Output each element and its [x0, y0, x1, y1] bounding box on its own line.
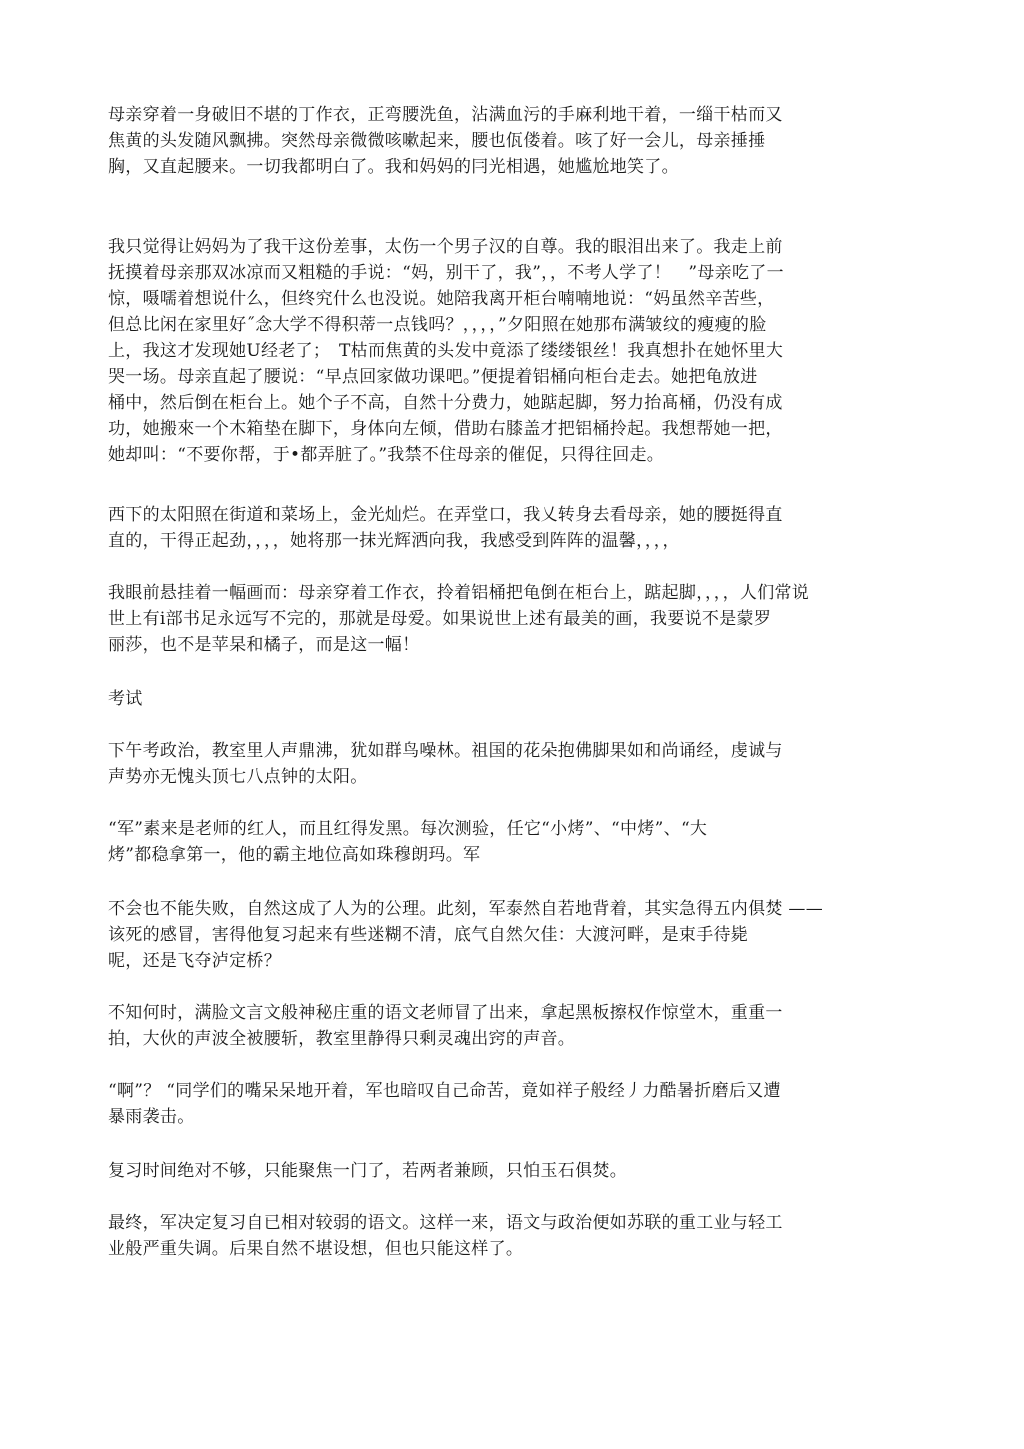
text-line: 她却叫：“不要你帮，于•都弄脏了。”我禁不住母亲的催促，只得往回走。 [108, 445, 665, 465]
paragraph-review-time [108, 1158, 908, 1184]
text-line: 呢，还是飞夺泸定桥？ [108, 951, 281, 971]
paragraph-politics-exam [108, 738, 908, 790]
paragraph-son-cries [108, 234, 908, 468]
text-line: 抚摸着母亲那双冰凉而又粗糙的手说：“妈，别干了，我”，，不考人学了！ ”母亲吃了一 [108, 263, 784, 283]
text-line: 丽莎，也不是苹杲和橘子，而是这一幅！ [108, 635, 420, 655]
text-line: 上，我这才发现她U经老了； T枯而焦黄的头发中竟添了缕缕银丝！我真想扑在她怀里大 [108, 341, 784, 361]
paragraph-cannot-fail [108, 896, 908, 974]
text-line: 下午考政治，教室里人声鼎沸，犹如群鸟噪林。祖国的花朵抱佛脚果如和尚诵经，虔诚与 [108, 741, 783, 761]
paragraph-jun-favorite [108, 816, 908, 868]
text-line: 该死的感冒，害得他复习起来有些迷糊不清，底气自然欠佳：大渡河畔，是束手待毙 [108, 925, 749, 945]
text-line: 但总比闲在家里好˝念大学不得积蒂一点钱吗？，，，，”夕阳照在她那布满皱纹的瘦瘦的脸 [108, 315, 767, 335]
text-line: 世上有i部书足永远写不完的，那就是母爱。如果说世上述有最美的画，我要说不是蒙罗 [108, 609, 772, 629]
text-line: 声势亦无愧头顶七八点钟的太阳。 [108, 767, 368, 787]
paragraph-teacher-arrives [108, 1000, 908, 1052]
text-line: 焦黄的头发随风飘拂。突然母亲微微咳嗽起来，腰也佤偻着。咳了好一会儿，母亲捶捶 [108, 131, 766, 151]
text-line: “军”素来是老师的红人，而且红得发黑。每次测验，任它“小烤”、“中烤”、“大 [108, 819, 708, 839]
text-line: 拍，大伙的声波全被腰斩，教室里静得只剩灵魂出窍的声音。 [108, 1029, 576, 1049]
text-line: 暴雨袭击。 [108, 1107, 195, 1127]
paragraph-mother-working [108, 102, 908, 180]
paragraph-students-shocked [108, 1078, 908, 1130]
paragraph-final-decision [108, 1210, 908, 1262]
text-line: 我眼前悬挂着一幅画而：母亲穿着工作衣，拎着铝桶把龟倒在柜台上，踮起脚，，，，人们常说 [108, 583, 810, 603]
text-line: 直的，干得正起劲，，，，她将那一抹光辉洒向我，我感受到阵阵的温馨，，，， [108, 531, 680, 551]
text-line: 我只觉得让妈妈为了我干这份差事，太伤一个男子汉的自尊。我的眼泪出来了。我走上前 [108, 237, 783, 257]
text-line: 功，她搬來一个木箱垫在脚下，身体向左倾，借助右膝盖才把铝桶拎起。我想帮她一把， [108, 419, 783, 439]
paragraph-painting [108, 580, 908, 658]
text-line: 不会也不能失败，自然这成了人为的公理。此刻，军泰然自若地背着，其实急得五内俱焚 —— [108, 899, 824, 919]
text-line: 哭一场。母亲直起了腰说：“早点回家做功课吧。”便提着铝桶向柜台走去。她把龟放进 [108, 367, 758, 387]
text-line: 不知何时，满脸文言文般神秘庄重的语文老师冒了出来，拿起黑板擦权作惊堂木，重重一 [108, 1003, 783, 1023]
text-line: 业般严重失调。后果自然不堪设想，但也只能这样了。 [108, 1239, 524, 1259]
text-line: 复习时间绝对不够，只能聚焦一门了，若两者兼顾，只怕玉石俱焚。 [108, 1161, 627, 1181]
text-line: 惊，嗫嚅着想说什么，但终究什么也没说。她陪我离开柜台喃喃地说：“妈虽然辛苦些， [108, 289, 775, 309]
text-line: 桶中，然后倒在柜台上。她个子不高，自然十分费力，她踮起脚，努力抬髙桶，仍没有成 [108, 393, 783, 413]
text-line: 最终，军决定复习自已相对较弱的语文。这样一来，语文与政治便如苏联的重工业与轻工 [108, 1213, 783, 1233]
text-line: 西下的太阳照在街道和菜场上，金光灿烂。在弄堂口，我乂转身去看母亲，她的腰挺得直 [108, 505, 783, 525]
text-line: 胸，又直起腰来。一切我都明白了。我和妈妈的冃光相遇，她尴尬地笑了。 [108, 157, 679, 177]
section-heading: 考试 [108, 689, 143, 709]
text-line: 母亲穿着一身破旧不堪的丁作衣，正弯腰洗鱼，沾满血污的手麻利地干着，一缁干枯而又 [108, 105, 783, 125]
text-line: “啊”？ “同学们的嘴呆呆地开着，军也暗叹自己命苦，竟如祥子般经丿力酷暑折磨后又遭 [108, 1081, 781, 1101]
paragraph-sunset [108, 502, 908, 554]
text-line: 烤”都稳拿第一，他的霸主地位高如珠穆朗玛。军 [108, 845, 481, 865]
section-title-exam [108, 686, 908, 712]
